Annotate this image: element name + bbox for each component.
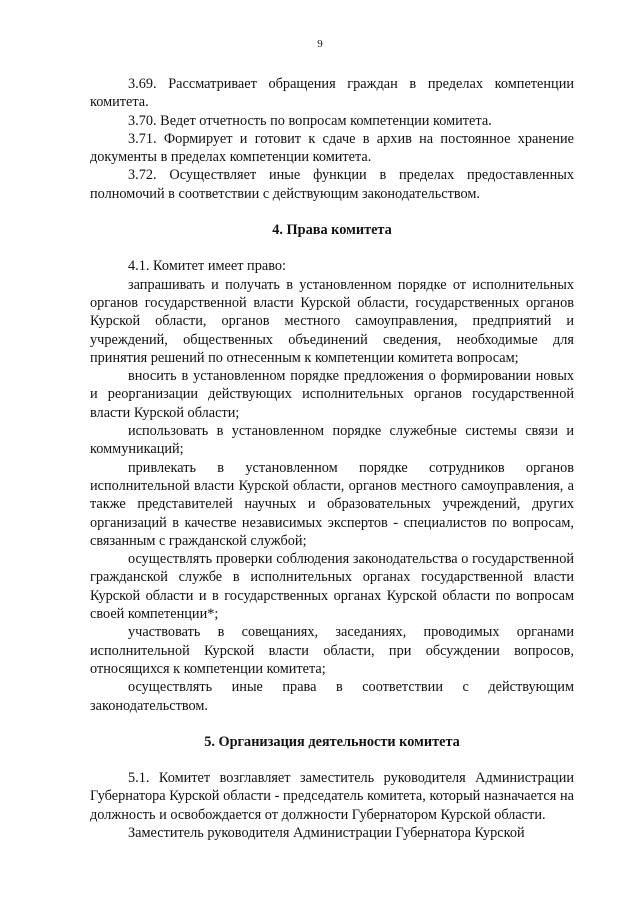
paragraph-right-inspections: осуществлять проверки соблюдения законодательства о государственной гражданской службе в исполнительных органах государственной власти Курской области и в государственных органах Курской области по вопросам своей компетенции*;	[90, 551, 574, 623]
paragraph-3-72: 3.72. Осуществляет иные функции в пределах предоставленных полномочий в соответствии с действующим законодательством.	[90, 167, 574, 202]
paragraph-3-69: 3.69. Рассматривает обращения граждан в пределах компетенции комитета.	[90, 76, 574, 111]
paragraph-3-71: 3.71. Формирует и готовит к сдаче в архив на постоянное хранение документы в пределах компетенции комитета.	[90, 130, 574, 166]
section-heading-organization: 5. Организация деятельности комитета	[204, 733, 460, 750]
page-number: 9	[317, 38, 323, 50]
document-body	[90, 75, 574, 842]
paragraph-right-request-info: запрашивать и получать в установленном порядке от исполнительных органов государственной власти Курской области, государственных органов Курской области, органов местного самоуправления, предприятий и учреждений, общественных объединений сведения, необходимые для принятия решений по отнесенным к компетенции комитета вопросам;	[90, 276, 574, 366]
paragraph-right-proposals: вносить в установленном порядке предложения о формировании новых и реорганизации действующих исполнительных органов государственной власти Курской области;	[90, 368, 574, 421]
paragraph-right-communications: использовать в установленном порядке служебные системы связи и коммуникаций;	[90, 423, 574, 458]
paragraph-5-1: 5.1. Комитет возглавляет заместитель руководителя Администрации Губернатора Курской области - председатель комитета, который назначается на должность и освобождается от должности Губернатором Курской области.	[90, 770, 574, 823]
paragraph-right-meetings: участвовать в совещаниях, заседаниях, проводимых органами исполнительной Курской власти области, при обсуждении вопросов, относящихся к компетенции комитета;	[90, 624, 574, 677]
paragraph-4-1: 4.1. Комитет имеет право:	[128, 258, 286, 275]
section-heading-rights: 4. Права комитета	[272, 222, 392, 239]
paragraph-right-other: осуществлять иные права в соответствии с действующим законодательством.	[90, 679, 574, 714]
paragraph-deputy-head: Заместитель руководителя Администрации Губернатора Курской	[128, 824, 525, 841]
paragraph-3-70: 3.70. Ведет отчетность по вопросам компетенции комитета.	[128, 112, 492, 129]
paragraph-right-involve-experts: привлекать в установленном порядке сотрудников органов исполнительной власти Курской области, органов местного самоуправления, а также представителей научных и образовательных учреждений, других организаций в качестве независимых экспертов - специалистов по вопросам, связанным с гражданской службой;	[90, 459, 574, 549]
